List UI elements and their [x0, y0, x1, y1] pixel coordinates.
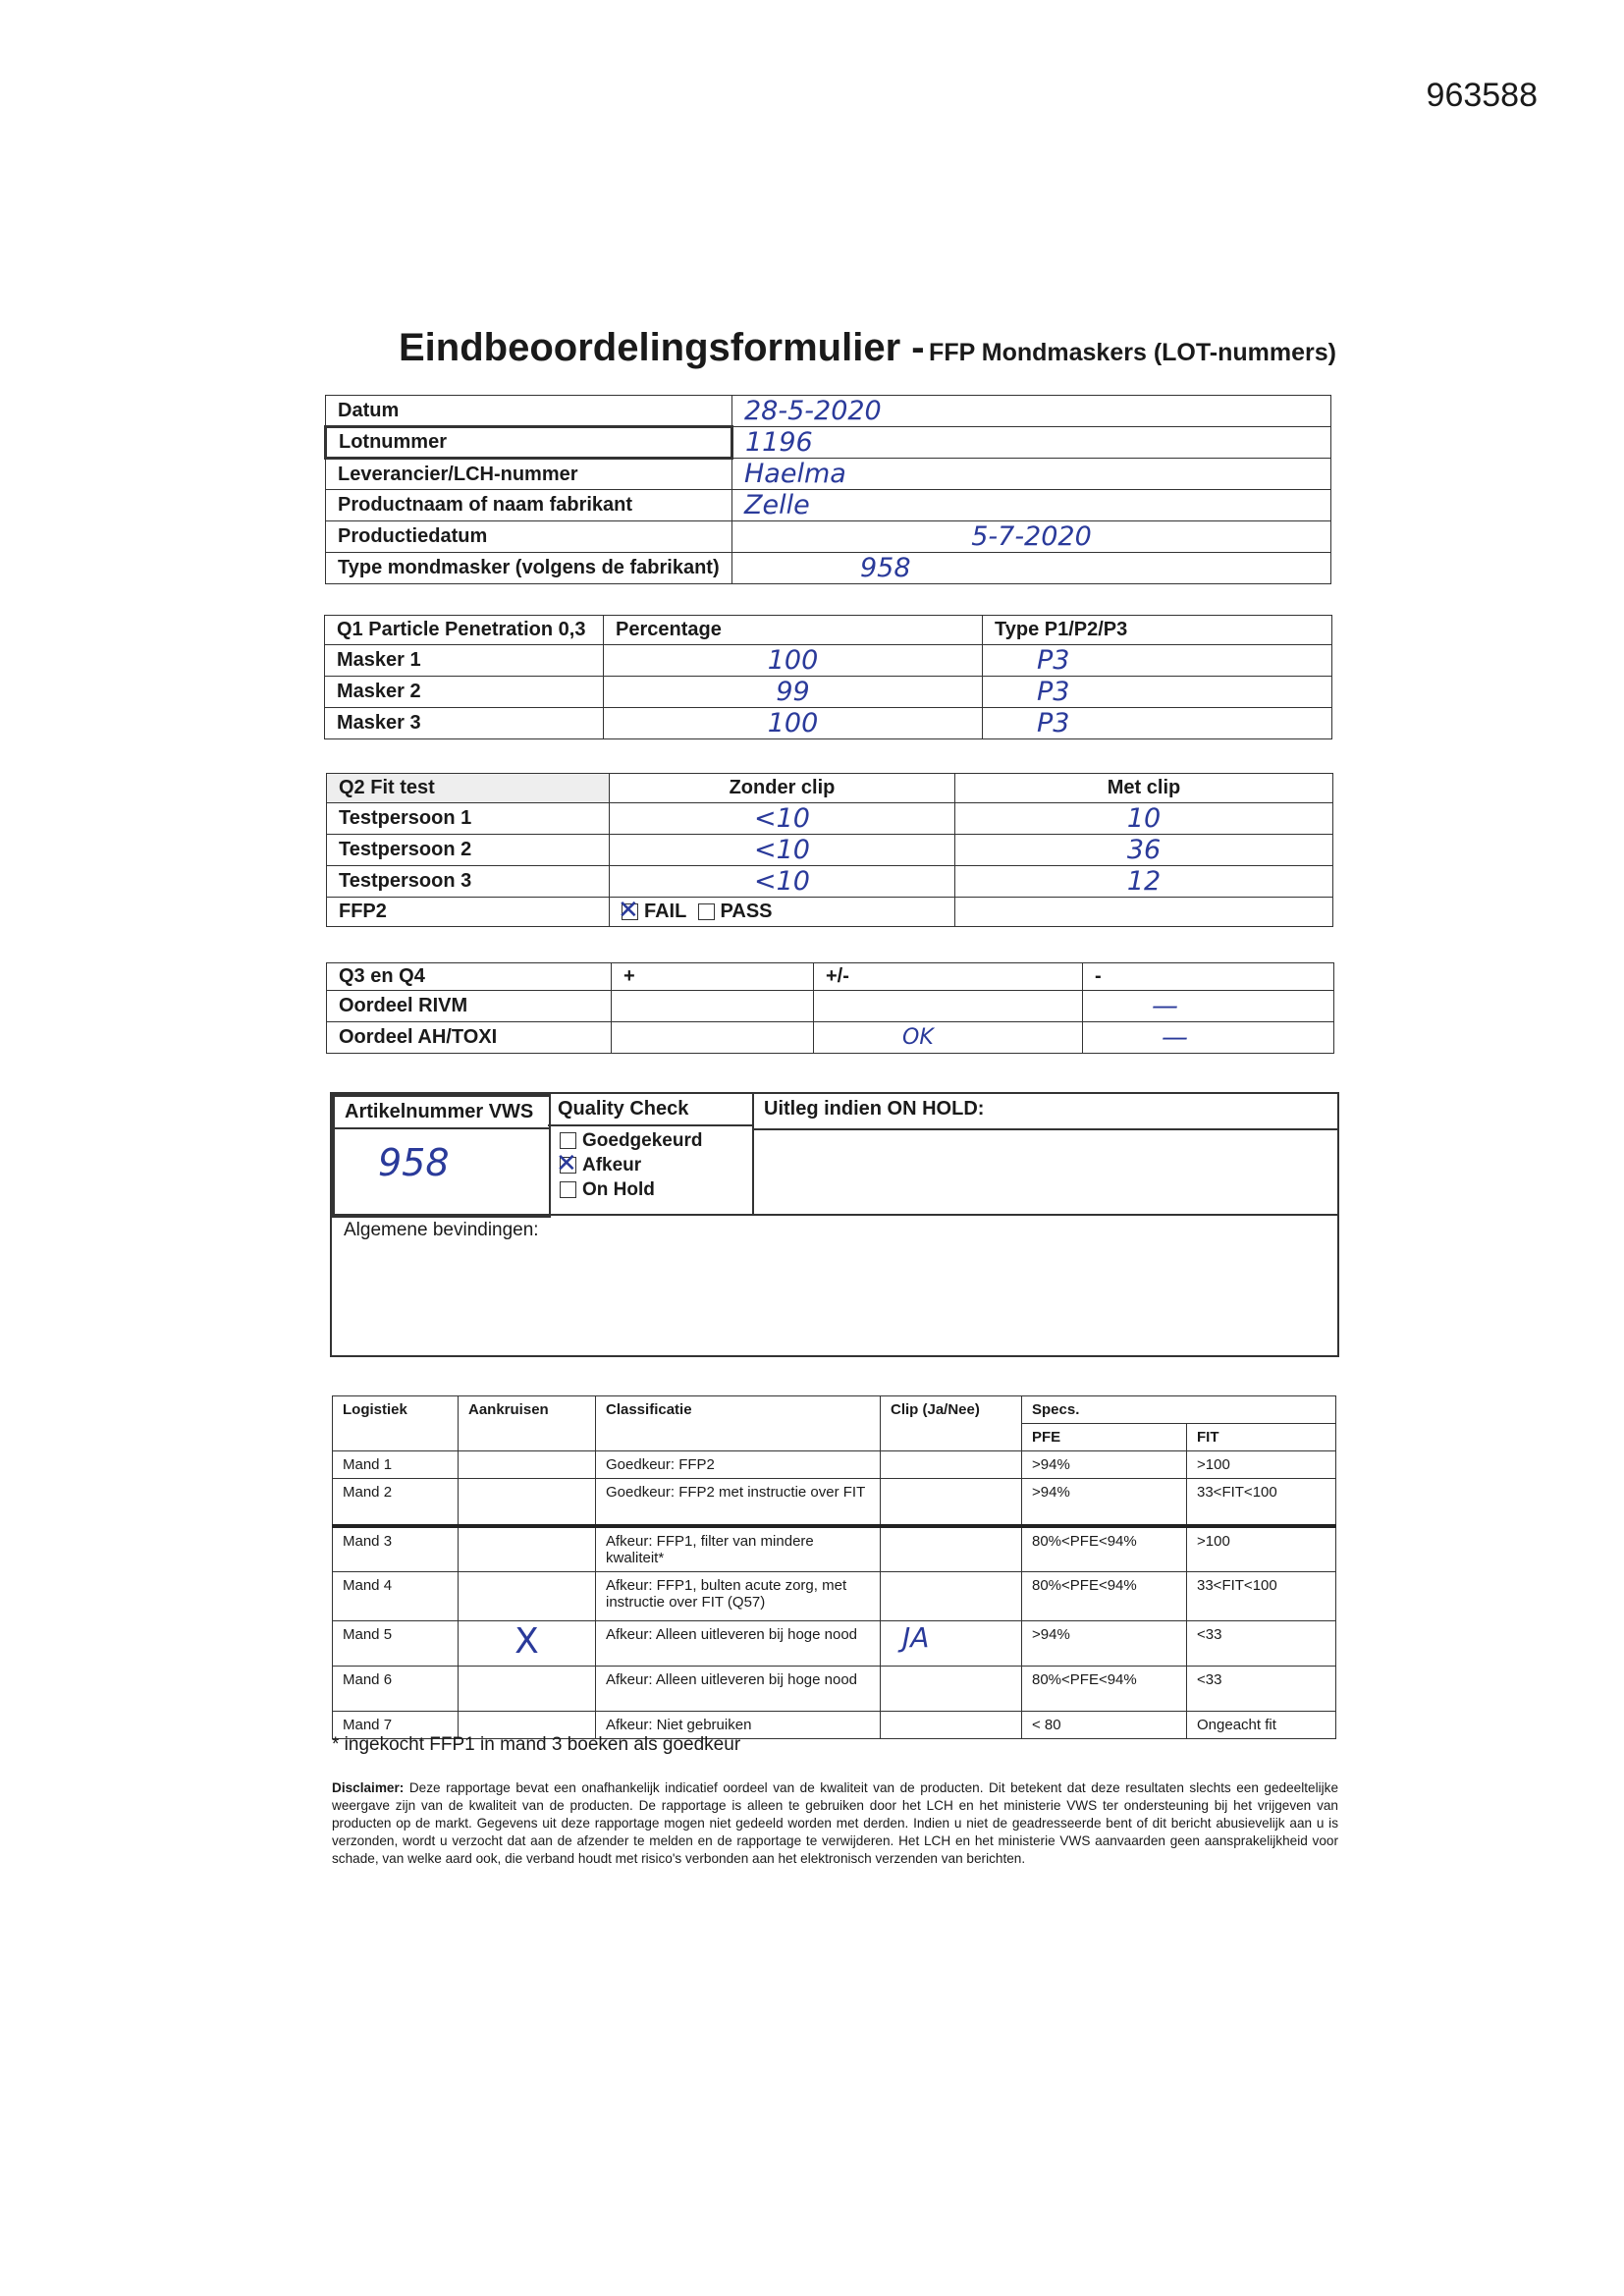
artikel-value: 958 [378, 1141, 450, 1184]
fit-cell: Ongeacht fit [1187, 1711, 1336, 1738]
info-table [324, 395, 1331, 584]
q1-header: Percentage [604, 616, 983, 645]
info-value: 1196 [732, 427, 1331, 459]
mand-label: Mand 5 [333, 1620, 459, 1666]
info-value: Zelle [732, 490, 1331, 521]
aankruisen-cell[interactable] [459, 1666, 596, 1711]
pfe-cell: 80%<PFE<94% [1022, 1526, 1187, 1572]
q3-minus: — [1083, 991, 1334, 1022]
aankruisen-cell[interactable] [459, 1479, 596, 1526]
clip-cell: JA [881, 1620, 1022, 1666]
header-clip: Clip (Ja/Nee) [881, 1396, 1022, 1451]
q2-met: 10 [955, 803, 1333, 835]
q1-pct: 100 [604, 645, 983, 677]
aankruisen-cell[interactable]: X [459, 1620, 596, 1666]
q1-table [324, 615, 1332, 739]
q2-header: Met clip [955, 774, 1333, 803]
info-label: Productnaam of naam fabrikant [326, 490, 732, 521]
footnote: * ingekocht FFP1 in mand 3 boeken als goedkeur [332, 1734, 741, 1755]
q2-zonder: <10 [610, 803, 955, 835]
q3-header: + [612, 963, 814, 991]
q3-row-label: Oordeel AH/TOXI [327, 1022, 612, 1054]
info-value: 5-7-2020 [732, 521, 1331, 553]
classificatie-cell: Afkeur: Alleen uitleveren bij hoge nood [596, 1620, 881, 1666]
clip-cell [881, 1451, 1022, 1479]
fail-checkbox[interactable] [622, 903, 638, 920]
header-specs: Specs. [1022, 1396, 1336, 1424]
q3-header: - [1083, 963, 1334, 991]
clip-cell [881, 1666, 1022, 1711]
mand-label: Mand 2 [333, 1479, 459, 1526]
q2-row-label: Testpersoon 1 [327, 803, 610, 835]
q2-row-label: Testpersoon 3 [327, 866, 610, 898]
q3-header: Q3 en Q4 [327, 963, 612, 991]
pfe-cell: < 80 [1022, 1711, 1187, 1738]
mand-label: Mand 6 [333, 1666, 459, 1711]
classificatie-cell: Goedkeur: FFP2 [596, 1451, 881, 1479]
info-label: Leverancier/LCH-nummer [326, 459, 732, 490]
pfe-cell: >94% [1022, 1451, 1187, 1479]
section-divider [332, 1214, 1337, 1216]
pass-label: PASS [720, 901, 773, 922]
uitleg-label: Uitleg indien ON HOLD: [764, 1098, 985, 1120]
mand-label: Mand 3 [333, 1526, 459, 1572]
classificatie-cell: Afkeur: Alleen uitleveren bij hoge nood [596, 1666, 881, 1711]
clip-cell [881, 1526, 1022, 1572]
aankruisen-cell[interactable] [459, 1526, 596, 1572]
q1-pct: 99 [604, 677, 983, 708]
pfe-cell: >94% [1022, 1620, 1187, 1666]
q3-plus [612, 991, 814, 1022]
clip-cell [881, 1571, 1022, 1620]
document-id: 963588 [1426, 77, 1538, 114]
clip-cell [881, 1479, 1022, 1526]
pfe-cell: 80%<PFE<94% [1022, 1666, 1187, 1711]
header-classificatie: Classificatie [596, 1396, 881, 1451]
uitleg-divider [752, 1128, 1337, 1130]
classificatie-cell: Afkeur: FFP1, bulten acute zorg, met instructie over FIT (Q57) [596, 1571, 881, 1620]
algemene-label: Algemene bevindingen: [344, 1220, 539, 1240]
info-label: Type mondmasker (volgens de fabrikant) [326, 553, 732, 584]
classificatie-cell: Afkeur: Niet gebruiken [596, 1711, 881, 1738]
fit-cell: <33 [1187, 1620, 1336, 1666]
mand-label: Mand 7 [333, 1711, 459, 1738]
qc-label: Quality Check [548, 1094, 752, 1126]
mand-label: Mand 1 [333, 1451, 459, 1479]
mand-label: Mand 4 [333, 1571, 459, 1620]
artikel-box [332, 1094, 551, 1218]
fit-cell: <33 [1187, 1666, 1336, 1711]
info-label: Lotnummer [326, 427, 732, 459]
q2-header: Q2 Fit test [327, 774, 610, 803]
fit-cell: >100 [1187, 1526, 1336, 1572]
classificatie-cell: Goedkeur: FFP2 met instructie over FIT [596, 1479, 881, 1526]
q1-row-label: Masker 2 [325, 677, 604, 708]
disclaimer [332, 1779, 1338, 1868]
q1-pct: 100 [604, 708, 983, 739]
header-fit: FIT [1187, 1424, 1336, 1451]
title-main: Eindbeoordelingsformulier - [399, 326, 925, 369]
q1-header: Type P1/P2/P3 [983, 616, 1332, 645]
info-value: 958 [732, 553, 1331, 584]
aankruisen-cell[interactable] [459, 1571, 596, 1620]
q1-row-label: Masker 1 [325, 645, 604, 677]
q3-minus: — [1083, 1022, 1334, 1054]
q3-pm: OK [814, 1022, 1083, 1054]
qc-opt-goedgekeurd[interactable] [548, 1126, 752, 1152]
disclaimer-text: Deze rapportage bevat een onafhankelijk indicatief oordeel van de kwaliteit van de producten. Dit betekent dat deze resultaten slechts een gedeeltelijke weergave zijn van de kwaliteit van de producten. De rapportage is alleen te gebruiken door het LCH en het ministerie VWS ter ondersteuning bij het vrijgeven van producten op de markt. Gegevens uit deze rapportage mogen niet gedeeld worden met derden. Indien u niet de geadresseerde bent of dit bericht abusievelijk aan u is verzonden, wordt u verzocht dat aan de afzender te melden en de rapportage te verwijderen. Het LCH en het ministerie VWS aanvaarden geen aansprakelijkheid voor schade, van welke aard ook, die verband houdt met risico's verbonden aan het elektronisch verzenden van berichten. [332, 1780, 1339, 1866]
ffp2-result [610, 898, 955, 927]
q2-met: 12 [955, 866, 1333, 898]
q2-zonder: <10 [610, 835, 955, 866]
q1-type: P3 [983, 708, 1332, 739]
header-aankruisen: Aankruisen [459, 1396, 596, 1451]
onhold-label: On Hold [582, 1179, 655, 1200]
quality-check [548, 1094, 754, 1214]
pfe-cell: >94% [1022, 1479, 1187, 1526]
q2-row-label: Testpersoon 2 [327, 835, 610, 866]
info-value: Haelma [732, 459, 1331, 490]
onhold-checkbox[interactable] [560, 1181, 576, 1198]
q2-met: 36 [955, 835, 1333, 866]
qc-opt-onhold[interactable] [548, 1176, 752, 1201]
q2-zonder: <10 [610, 866, 955, 898]
goedgekeurd-checkbox[interactable] [560, 1132, 576, 1149]
goedgekeurd-label: Goedgekeurd [582, 1130, 703, 1151]
ffp2-label: FFP2 [327, 898, 610, 927]
fail-label: FAIL [644, 901, 686, 922]
header-logistiek: Logistiek [333, 1396, 459, 1451]
q3-plus [612, 1022, 814, 1054]
pass-checkbox[interactable] [698, 903, 715, 920]
q2-table [326, 773, 1333, 927]
vws-section [330, 1092, 1339, 1357]
aankruisen-cell[interactable] [459, 1451, 596, 1479]
q3-table [326, 962, 1334, 1054]
q3-header: +/- [814, 963, 1083, 991]
page-title [399, 326, 1336, 370]
info-label: Productiedatum [326, 521, 732, 553]
fit-cell: 33<FIT<100 [1187, 1571, 1336, 1620]
q2-header: Zonder clip [610, 774, 955, 803]
info-value: 28-5-2020 [732, 396, 1331, 427]
title-sub: FFP Mondmaskers (LOT-nummers) [929, 339, 1336, 366]
logistiek-table [332, 1395, 1336, 1739]
q3-row-label: Oordeel RIVM [327, 991, 612, 1022]
artikel-label: Artikelnummer VWS [335, 1097, 549, 1129]
q3-pm [814, 991, 1083, 1022]
q1-row-label: Masker 3 [325, 708, 604, 739]
ffp2-empty [955, 898, 1333, 927]
afkeur-checkbox[interactable] [560, 1157, 576, 1174]
afkeur-label: Afkeur [582, 1155, 642, 1175]
q1-header: Q1 Particle Penetration 0,3 [325, 616, 604, 645]
q1-type: P3 [983, 645, 1332, 677]
info-label: Datum [326, 396, 732, 427]
qc-opt-afkeur[interactable] [548, 1152, 752, 1176]
q1-type: P3 [983, 677, 1332, 708]
header-pfe: PFE [1022, 1424, 1187, 1451]
fit-cell: >100 [1187, 1451, 1336, 1479]
fit-cell: 33<FIT<100 [1187, 1479, 1336, 1526]
classificatie-cell: Afkeur: FFP1, filter van mindere kwaliteit* [596, 1526, 881, 1572]
pfe-cell: 80%<PFE<94% [1022, 1571, 1187, 1620]
disclaimer-label: Disclaimer: [332, 1780, 405, 1795]
